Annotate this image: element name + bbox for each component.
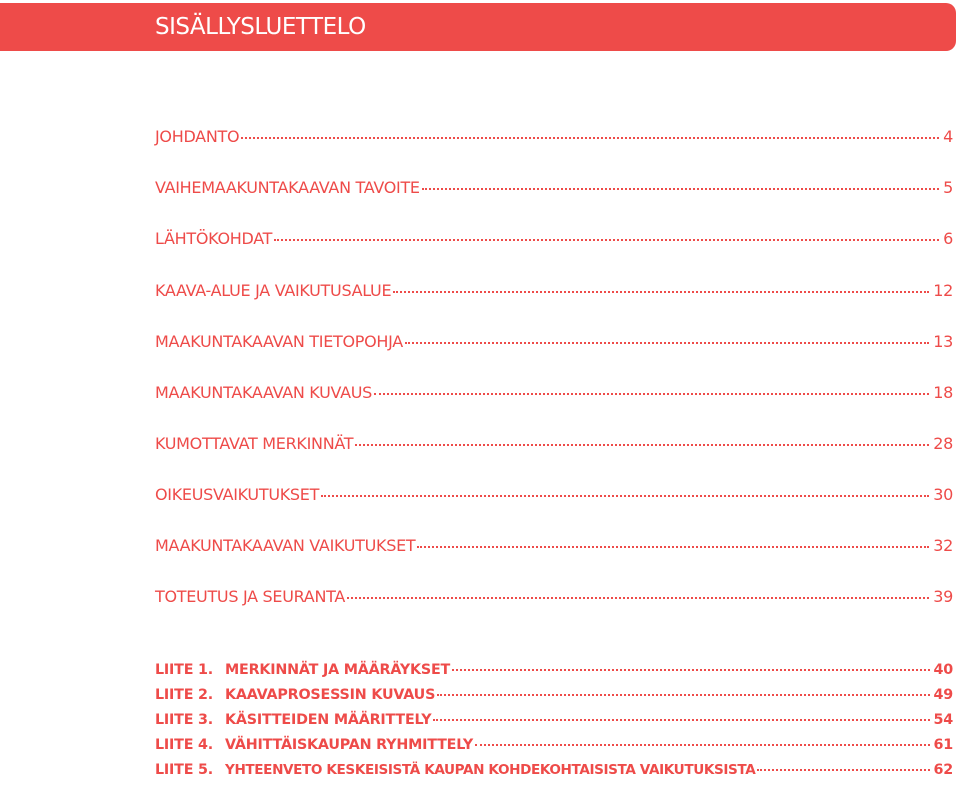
toc-entry-tavoite[interactable] — [155, 178, 953, 197]
toc-entry-label: MAAKUNTAKAAVAN TIETOPOHJA — [155, 332, 403, 351]
toc-dot-leader — [355, 444, 929, 446]
toc-entry-toteutus[interactable] — [155, 587, 953, 606]
toc-dot-leader — [757, 769, 929, 771]
toc-dot-leader — [452, 669, 929, 671]
toc-dot-leader — [347, 597, 929, 599]
toc-entry-label: KUMOTTAVAT MERKINNÄT — [155, 434, 354, 453]
toc-entry-label: MAAKUNTAKAAVAN KUVAUS — [155, 383, 373, 402]
title-bar — [0, 3, 956, 51]
toc-appendix-1[interactable] — [155, 662, 953, 678]
toc-appendix-3[interactable] — [155, 712, 953, 728]
toc-appendix-4[interactable] — [155, 737, 953, 753]
toc-entry-page: 12 — [933, 281, 953, 300]
toc-entry-oikeusvaikutukset[interactable] — [155, 485, 953, 504]
toc-entry-page: 28 — [933, 434, 953, 453]
toc-entry-vaikutukset[interactable] — [155, 536, 953, 555]
toc-entry-page: 32 — [933, 536, 953, 555]
toc-entry-johdanto[interactable] — [155, 127, 953, 146]
toc-entry-page: 4 — [943, 127, 953, 146]
toc-dot-leader — [433, 719, 929, 721]
toc-entry-label: MAAKUNTAKAAVAN VAIKUTUKSET — [155, 536, 416, 555]
appendix-page: 49 — [933, 687, 953, 703]
appendix-prefix: LIITE 5. — [155, 762, 214, 778]
appendix-label: MERKINNÄT JA MÄÄRÄYKSET — [225, 662, 451, 678]
toc-dot-leader — [374, 393, 929, 395]
toc-dot-leader — [321, 495, 929, 497]
toc-appendix-5[interactable] — [155, 762, 953, 778]
toc-entry-label: TOTEUTUS JA SEURANTA — [155, 587, 345, 606]
toc-dot-leader — [422, 188, 939, 190]
appendix-prefix: LIITE 3. — [155, 712, 214, 728]
toc-entry-label: KAAVA-ALUE JA VAIKUTUSALUE — [155, 281, 392, 300]
appendix-label: KÄSITTEIDEN MÄÄRITTELY — [225, 712, 432, 728]
toc-entry-page: 5 — [943, 178, 953, 197]
toc-entry-page: 30 — [933, 485, 953, 504]
appendix-prefix: LIITE 2. — [155, 687, 214, 703]
appendix-prefix: LIITE 1. — [155, 662, 214, 678]
appendix-page: 61 — [933, 737, 953, 753]
toc-entry-label: LÄHTÖKOHDAT — [155, 229, 273, 248]
toc-dot-leader — [393, 291, 929, 293]
appendix-prefix: LIITE 4. — [155, 737, 214, 753]
appendix-label: YHTEENVETO KESKEISISTÄ KAUPAN KOHDEKOHTAISISTA VAIKUTUKSISTA — [225, 762, 756, 778]
appendix-label: KAAVAPROSESSIN KUVAUS — [225, 687, 436, 703]
toc-appendix-2[interactable] — [155, 687, 953, 703]
toc-dot-leader — [241, 137, 939, 139]
toc-entry-page: 6 — [943, 229, 953, 248]
appendix-page: 54 — [933, 712, 953, 728]
toc-entry-lahtokohdat[interactable] — [155, 229, 953, 248]
appendix-label: VÄHITTÄISKAUPAN RYHMITTELY — [225, 737, 474, 753]
toc-dot-leader — [405, 342, 929, 344]
toc-entry-tietopohja[interactable] — [155, 332, 953, 351]
appendix-page: 40 — [933, 662, 953, 678]
toc-entry-label: OIKEUSVAIKUTUKSET — [155, 485, 320, 504]
toc-entry-label: JOHDANTO — [155, 127, 240, 146]
toc-entry-kumottavat[interactable] — [155, 434, 953, 453]
toc-entry-page: 18 — [933, 383, 953, 402]
toc-entry-label: VAIHEMAAKUNTAKAAVAN TAVOITE — [155, 178, 420, 197]
toc-entry-kaava-alue[interactable] — [155, 281, 953, 300]
toc-dot-leader — [437, 694, 929, 696]
toc-dot-leader — [417, 546, 929, 548]
toc-entry-page: 13 — [933, 332, 953, 351]
toc-entry-kuvaus[interactable] — [155, 383, 953, 402]
page-title: SISÄLLYSLUETTELO — [155, 14, 366, 40]
toc-dot-leader — [274, 239, 939, 241]
toc-entry-page: 39 — [933, 587, 953, 606]
appendix-page: 62 — [933, 762, 953, 778]
toc-dot-leader — [475, 744, 929, 746]
